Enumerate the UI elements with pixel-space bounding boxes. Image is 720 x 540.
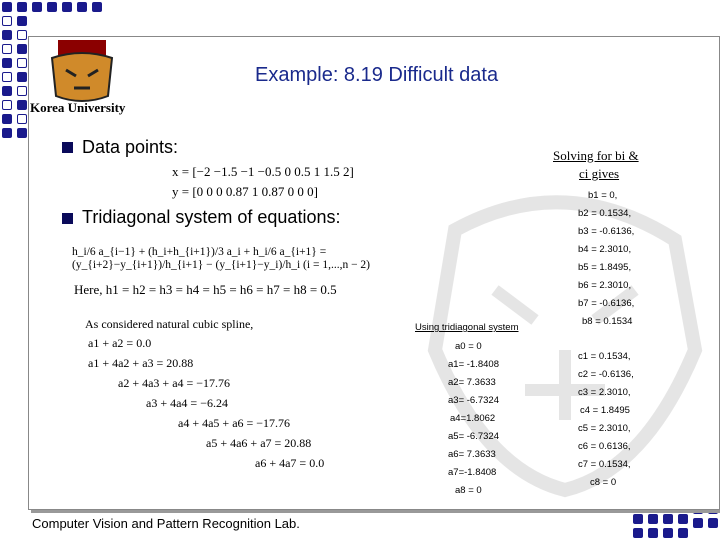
equation-line: a4 + 4a5 + a6 = −17.76: [178, 416, 291, 430]
b-value: b5 = 1.8495,: [578, 262, 632, 273]
b-value: b4 = 2.3010,: [578, 244, 632, 255]
korea-university-logo: [30, 40, 134, 120]
a-value: a6= 7.3633: [448, 449, 496, 460]
a-value: a5= -6.7324: [448, 431, 499, 442]
bullet-tridiagonal: Tridiagonal system of equations:: [82, 207, 341, 227]
a-value: a3= -6.7324: [448, 395, 499, 406]
a-value: a8 = 0: [455, 485, 482, 496]
data-y-row: y = [0 0 0 0.87 1 0.87 0 0 0]: [172, 184, 318, 199]
c-value: c5 = 2.3010,: [578, 423, 631, 434]
bullet-marker: [62, 142, 73, 153]
a-value: a1= -1.8408: [448, 359, 499, 370]
a-value: a7=-1.8408: [448, 467, 497, 478]
data-x-row: x = [−2 −1.5 −1 −0.5 0 0.5 1 1.5 2]: [172, 164, 354, 179]
bullet-marker: [62, 213, 73, 224]
footer-lab-name: Computer Vision and Pattern Recognition Lab.: [32, 516, 300, 531]
tridiagonal-solution-label: Using tridiagonal system: [415, 322, 519, 333]
c-value: c2 = -0.6136,: [578, 369, 634, 380]
page-title: Example: 8.19 Difficult data: [255, 64, 499, 86]
b-value: b8 = 0.1534: [582, 316, 633, 327]
solving-title-line2: ci gives: [579, 166, 620, 181]
equation-line: a5 + 4a6 + a7 = 20.88: [206, 436, 312, 450]
equation-line: a3 + 4a4 = −6.24: [146, 396, 228, 410]
a-value: a4=1.8062: [450, 413, 496, 424]
equation-line: a6 + 4a7 = 0.0: [255, 456, 325, 470]
b-value: b7 = -0.6136,: [578, 298, 635, 309]
equation-line: a1 + a2 = 0.0: [88, 336, 152, 350]
a-value: a0 = 0: [455, 341, 482, 352]
b-value: b1 = 0,: [588, 190, 618, 201]
tridiagonal-general-equation: h_i/6 a_{i−1} + (h_i+h_{i+1})/3 a_i + h_i/6 a_{i+1} = (y_{i+2}−y_{i+1})/h_{i+1} − (y_{i+1}−y_i)/h_i (i = 1,...,n − 2): [72, 246, 371, 271]
solving-title-line1: Solving for bi &: [553, 148, 639, 163]
bullet-data-points: Data points:: [82, 137, 179, 157]
equation-line: a2 + 4a3 + a4 = −17.76: [118, 376, 231, 390]
c-value: c3 = 2.3010,: [578, 387, 631, 398]
c-value: c6 = 0.6136,: [578, 441, 631, 452]
h-values: Here, h1 = h2 = h3 = h4 = h5 = h6 = h7 = h8 = 0.5: [74, 282, 337, 297]
b-value: b3 = -0.6136,: [578, 226, 635, 237]
logo-text: Korea University: [30, 100, 126, 115]
equation-line: a1 + 4a2 + a3 = 20.88: [88, 356, 194, 370]
c-value: c1 = 0.1534,: [578, 351, 631, 362]
a-value: a2= 7.3633: [448, 377, 496, 388]
c-value: c4 = 1.8495: [580, 405, 630, 416]
c-value: c7 = 0.1534,: [578, 459, 631, 470]
c-value: c8 = 0: [590, 477, 617, 488]
natural-spline-note: As considered natural cubic spline,: [85, 317, 254, 331]
b-value: b6 = 2.3010,: [578, 280, 632, 291]
b-value: b2 = 0.1534,: [578, 208, 632, 219]
